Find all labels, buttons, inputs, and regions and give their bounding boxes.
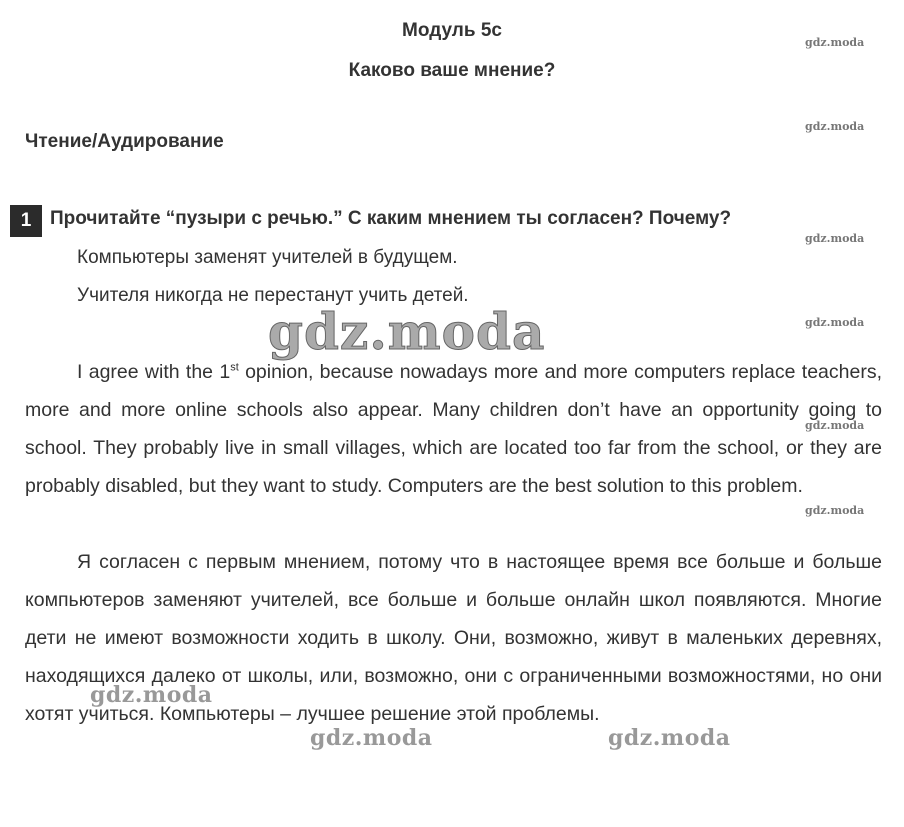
answer-russian: Я согласен с первым мнением, потому что в настоящее время все больше и больше компьютеров заменяют учителей, все больше и больше онлайн школ появляются. Многие дети не имеют возможности ходить в школу. Они, возможно, живут в маленьких деревнях, находящихся далеко от школы, или, возможно, они с ограниченными возможностями, но они хотят учиться. Компьютеры – лучшее решение этой проблемы.	[25, 551, 882, 725]
task-instruction: Прочитайте “пузыри с речью.” С каким мнением ты согласен? Почему?	[50, 208, 732, 229]
watermark-small: gdz.moda	[805, 120, 865, 133]
watermark-medium: gdz.moda	[90, 682, 213, 708]
watermark-small: gdz.moda	[805, 419, 865, 432]
watermark-small: gdz.moda	[805, 232, 865, 245]
answer-en-rest: opinion, because nowadays more and more computers replace teachers, more and more online schools also appear. Many children don’t have an opportunity going to school. They probably live in small villages, which are located too far from the school, or they are probably disabled, but they want to study. Computers are the best solution to this problem.	[25, 361, 882, 497]
section-heading: Чтение/Аудирование	[25, 131, 224, 152]
watermark-medium: gdz.moda	[608, 725, 731, 751]
page-subtitle: Каково ваше мнение?	[348, 60, 556, 81]
task-number-badge: 1	[10, 205, 42, 237]
watermark-large: gdz.moda	[268, 302, 546, 361]
watermark-small: gdz.moda	[805, 316, 865, 329]
answer-english	[25, 353, 882, 505]
speech-bubble-2: Учителя никогда не перестанут учить детей.	[77, 285, 469, 306]
watermark-small: gdz.moda	[805, 36, 865, 49]
watermark-small: gdz.moda	[805, 504, 865, 517]
speech-bubble-1: Компьютеры заменят учителей в будущем.	[77, 247, 458, 268]
ordinal-suffix: st	[230, 361, 239, 374]
answer-en-start: I agree with the 1	[77, 361, 231, 383]
watermark-medium: gdz.moda	[310, 725, 433, 751]
module-title: Модуль 5c	[402, 20, 502, 41]
